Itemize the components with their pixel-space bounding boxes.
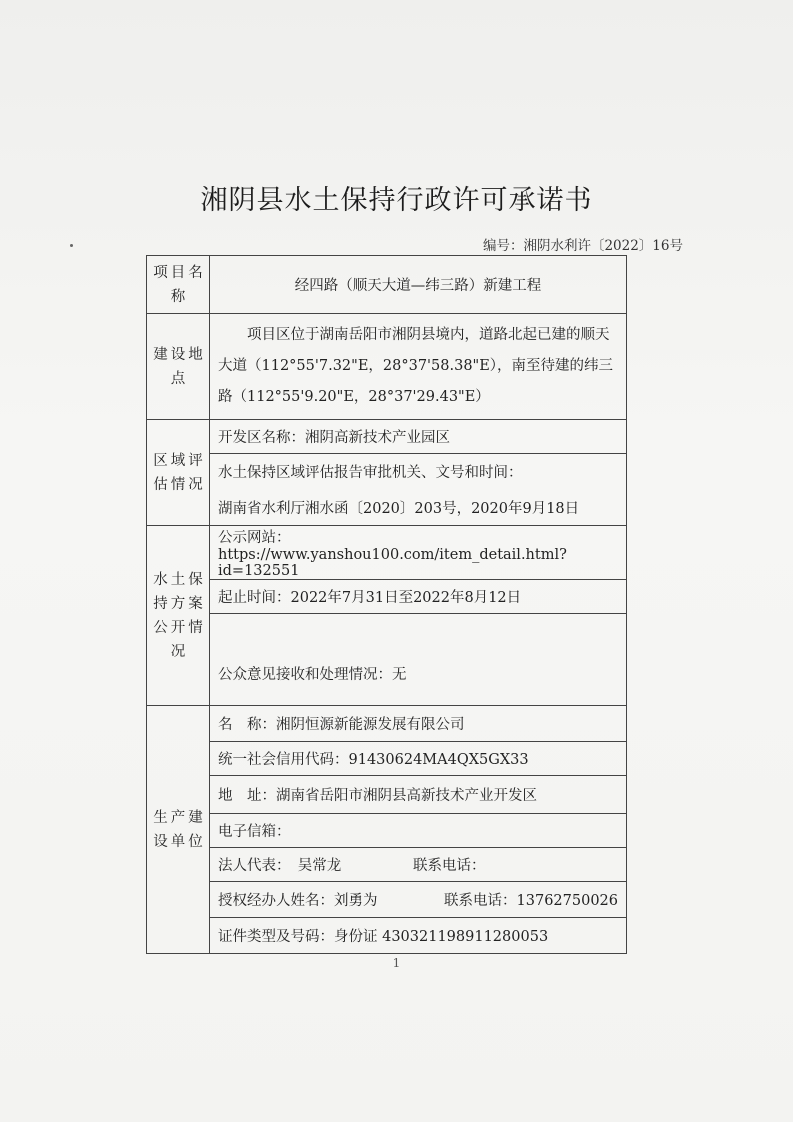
- label-regional: 区域评估情况: [147, 420, 210, 526]
- label-location: 建设地点: [147, 314, 210, 420]
- commitment-form-table: [146, 255, 627, 954]
- location-text: 项目区位于湖南岳阳市湘阴县境内，道路北起已建的顺天大道（112°55'7.32"E，28°37'58.38"E），南至待建的纬三路（112°55'9.20"E，28°37'29.43"E）: [218, 327, 614, 405]
- row-unit-id: [147, 918, 627, 954]
- value-unit-name: 名 称：湘阴恒源新能源发展有限公司: [210, 706, 627, 742]
- row-unit-address: [147, 776, 627, 814]
- value-regional-approval-value: 湖南省水利厅湘水函〔2020〕203号，2020年9月18日: [210, 490, 627, 526]
- row-project-name: [147, 256, 627, 314]
- row-regional-approval-value: [147, 490, 627, 526]
- row-location: [147, 314, 627, 420]
- value-disclosure-period: 起止时间：2022年7月31日至2022年8月12日: [210, 580, 627, 614]
- legal-phone: 联系电话：: [413, 858, 486, 874]
- row-disclosure-feedback: [147, 642, 627, 706]
- value-unit-address: 地 址：湖南省岳阳市湘阴县高新技术产业开发区: [210, 776, 627, 814]
- label-disclosure: 水土保持方案公开情况: [147, 526, 210, 706]
- row-unit-name: [147, 706, 627, 742]
- row-regional-zone: [147, 420, 627, 454]
- document-number: 编号：湘阴水利许〔2022〕16号: [482, 238, 683, 254]
- document-title: 湘阴县水土保持行政许可承诺书: [200, 185, 593, 216]
- value-location: [210, 314, 627, 420]
- value-unit-id: 证件类型及号码：身份证 430321198911280053: [210, 918, 627, 954]
- value-project-name: 经四路（顺天大道—纬三路）新建工程: [210, 256, 627, 314]
- value-disclosure-blank: [210, 614, 627, 642]
- label-project-name: 项目名称: [147, 256, 210, 314]
- value-regional-zone: 开发区名称：湘阴高新技术产业园区: [210, 420, 627, 454]
- scan-speck: [70, 244, 73, 247]
- value-unit-legal: [210, 848, 627, 882]
- row-disclosure-blank: [147, 614, 627, 642]
- row-unit-legal: [147, 848, 627, 882]
- page-number: 1: [392, 956, 401, 970]
- value-unit-credit-code: 统一社会信用代码：91430624MA4QX5GX33: [210, 742, 627, 776]
- row-unit-email: [147, 814, 627, 848]
- value-disclosure-website: 公示网站：https://www.yanshou100.com/item_detail.html?id=132551: [210, 526, 627, 580]
- row-regional-approval-label: [147, 454, 627, 490]
- agent-phone: 联系电话：13762750026: [444, 893, 618, 909]
- row-unit-credit-code: [147, 742, 627, 776]
- row-disclosure-website: [147, 526, 627, 580]
- agent-line: [218, 889, 618, 910]
- row-disclosure-period: [147, 580, 627, 614]
- legal-representative: 法人代表： 吴常龙: [218, 858, 342, 874]
- row-unit-agent: [147, 882, 627, 918]
- agent-name: 授权经办人姓名：刘勇为: [218, 893, 378, 909]
- legal-line: [218, 854, 618, 875]
- label-unit: 生产建设单位: [147, 706, 210, 954]
- value-unit-agent: [210, 882, 627, 918]
- value-unit-email: 电子信箱：: [210, 814, 627, 848]
- value-regional-approval-label: 水土保持区域评估报告审批机关、文号和时间：: [210, 454, 627, 490]
- value-disclosure-feedback: 公众意见接收和处理情况：无: [210, 642, 627, 706]
